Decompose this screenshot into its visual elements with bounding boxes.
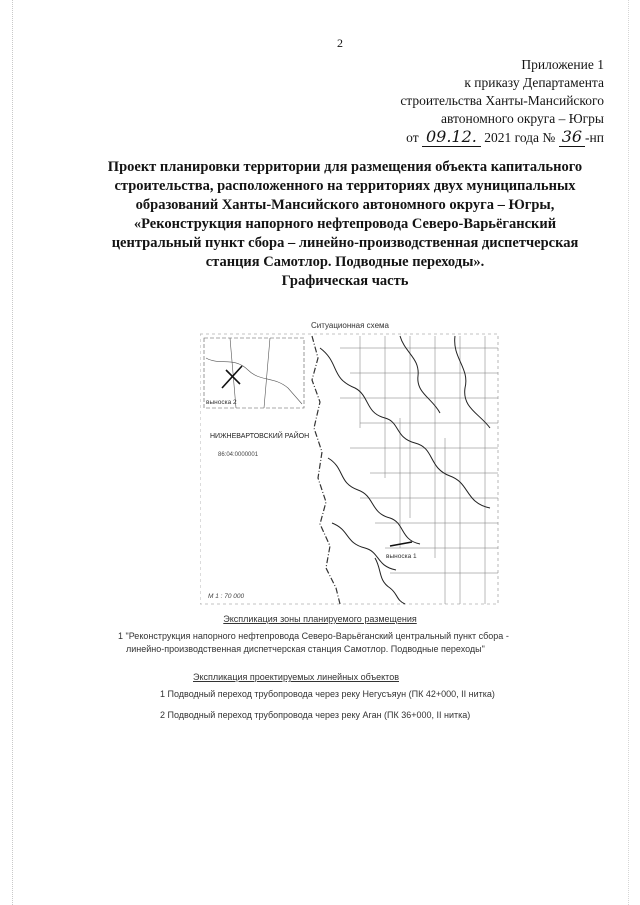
page-number: 2 bbox=[337, 36, 343, 50]
title-line-6: станция Самотлор. Подводные переходы». bbox=[205, 254, 485, 270]
zones-heading bbox=[0, 614, 640, 624]
callout-2-label: выноска 2 bbox=[206, 399, 237, 406]
year-text: 2021 года № bbox=[484, 130, 556, 145]
appendix-line-3: строительства Ханты-Мансийского bbox=[400, 93, 604, 108]
cadastral-number: 86:04:0000001 bbox=[218, 452, 259, 458]
appendix-line-4: автономного округа – Югры bbox=[441, 111, 604, 126]
map-scale: М 1 : 70 000 bbox=[208, 593, 245, 600]
objects-heading-text: Экспликация проектируемых линейных объектов bbox=[193, 672, 399, 682]
appendix-date-line bbox=[400, 128, 604, 147]
title-line-4: «Реконструкция напорного нефтепровода Северо-Варьёганский bbox=[133, 216, 557, 232]
map-frame bbox=[200, 334, 498, 604]
crossing-marker-2 bbox=[222, 366, 242, 388]
title-line-1: Проект планировки территории для размещения объекта капитального bbox=[107, 159, 583, 175]
date-prefix: от bbox=[406, 130, 419, 145]
handwritten-date-text: 09.12. bbox=[425, 127, 477, 146]
district-boundary bbox=[312, 336, 340, 604]
crossing-marker-1 bbox=[390, 542, 412, 546]
appendix-line-2: к приказу Департамента bbox=[464, 75, 604, 90]
objects-item-1: 1 Подводный переход трубопровода через реку Негусъяун (ПК 42+000, II нитка) bbox=[160, 689, 495, 699]
inset-area bbox=[204, 338, 304, 408]
title-line-7: Графическая часть bbox=[281, 273, 409, 289]
zones-item-1 bbox=[118, 630, 509, 656]
district-label: НИЖНЕВАРТОВСКИЙ РАЙОН bbox=[210, 433, 310, 440]
number-suffix: -нп bbox=[585, 130, 604, 145]
appendix-header bbox=[400, 56, 604, 147]
title-line-5: центральный пункт сбора – линейно-производственная диспетчерская bbox=[111, 235, 579, 251]
scan-edge-left bbox=[12, 0, 14, 905]
situation-map bbox=[200, 318, 500, 606]
document-title bbox=[60, 158, 630, 291]
map-caption: Ситуационная схема bbox=[310, 321, 390, 330]
zones-item-1-line-2: линейно-производственная диспетчерская станция Самотлор. Подводные переходы" bbox=[126, 644, 485, 654]
title-line-3: образований Ханты-Мансийского автономного округа – Югры, bbox=[135, 197, 555, 213]
appendix-line-1: Приложение 1 bbox=[521, 57, 604, 72]
zones-item-1-line-1: 1 "Реконструкция напорного нефтепровода Северо-Варьёганский центральный пункт сбора - bbox=[118, 631, 509, 641]
objects-heading bbox=[0, 672, 616, 682]
rivers bbox=[320, 336, 490, 604]
handwritten-number bbox=[559, 127, 585, 147]
title-line-2: строительства, расположенного на территориях двух муниципальных bbox=[114, 178, 576, 194]
zones-heading-text: Экспликация зоны планируемого размещения bbox=[223, 614, 417, 624]
scan-edge-right bbox=[628, 0, 630, 905]
objects-item-2: 2 Подводный переход трубопровода через реку Аган (ПК 36+000, II нитка) bbox=[160, 710, 471, 720]
callout-1-label: выноска 1 bbox=[386, 553, 417, 560]
handwritten-date bbox=[422, 127, 481, 147]
handwritten-number-text: 36 bbox=[561, 127, 583, 146]
parcel-grid bbox=[340, 336, 498, 604]
